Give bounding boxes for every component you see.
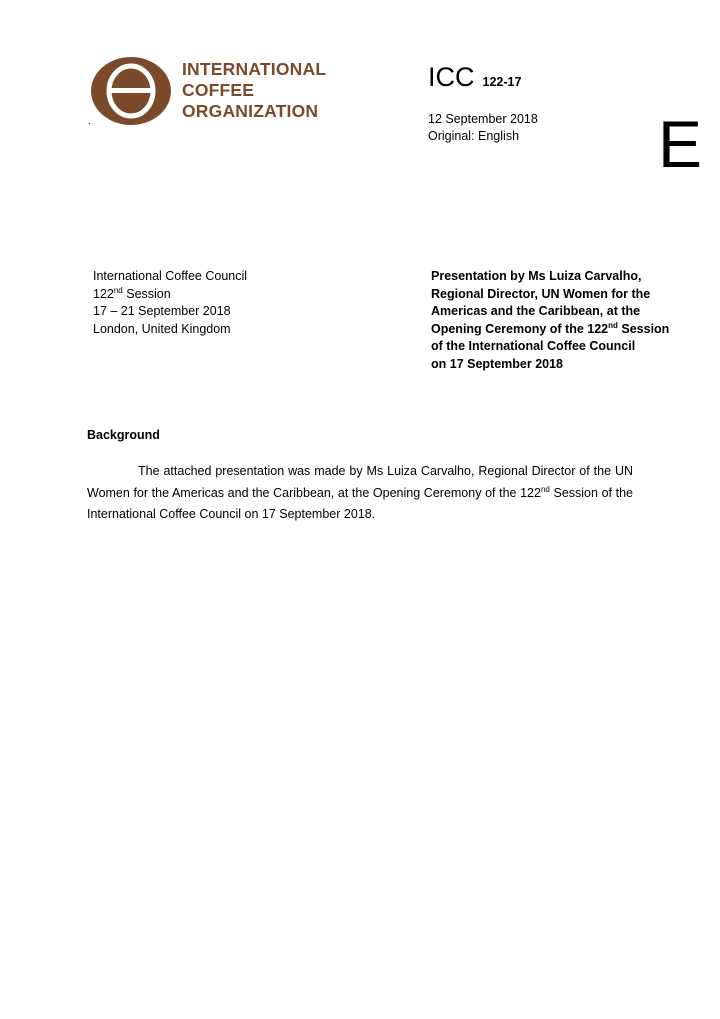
background-paragraph (87, 461, 633, 526)
title-line-5: of the International Coffee Council (431, 339, 636, 353)
title-line-1: Presentation by Ms Luiza Carvalho, (431, 269, 642, 283)
title-line-4-post: Session (617, 321, 670, 336)
title-line-4-pre: Opening Ceremony of the 122 (431, 321, 609, 336)
doc-number: 122-17 (482, 75, 522, 89)
session-number: 122 (93, 286, 114, 301)
logo-line-3: ORGANIZATION (182, 101, 319, 121)
meeting-body: International Coffee Council (93, 269, 248, 283)
section-heading: Background (87, 428, 160, 442)
title-line-3: Americas and the Caribbean, at the (431, 304, 641, 318)
ico-emblem-icon (90, 56, 172, 126)
title-line-2: Regional Director, UN Women for the (431, 286, 651, 301)
document-code (428, 62, 521, 93)
meeting-place: London, United Kingdom (93, 321, 231, 336)
title-line-4 (431, 321, 669, 339)
doc-original-language: Original: English (428, 129, 520, 143)
title-line-6: on 17 September 2018 (431, 356, 564, 371)
meeting-dates: 17 – 21 September 2018 (93, 304, 231, 318)
meeting-session (93, 286, 247, 304)
logo-wordmark (182, 59, 326, 122)
session-suffix: nd (113, 285, 123, 295)
ico-logo (90, 56, 340, 128)
paragraph-text-2: Session of the International Coffee Council on 17 September 2018. (87, 485, 633, 521)
doc-date: 12 September 2018 (428, 112, 538, 126)
document-title (431, 268, 669, 373)
document-meta (428, 111, 538, 145)
logo-line-2: COFFEE (182, 80, 255, 100)
logo-line-1: INTERNATIONAL (182, 59, 327, 79)
session-word: Session (122, 286, 171, 301)
paragraph-sup: nd (540, 484, 550, 494)
doc-prefix: ICC (428, 62, 475, 92)
language-letter: E (658, 107, 703, 181)
paragraph-text-1: The attached presentation was made by Ms Luiza Carvalho, Regional Director of the UN Women for the Americas and the Caribbean, at the Opening Ceremony of the 122 (87, 464, 633, 500)
stray-dot: . (88, 116, 91, 127)
title-line-4-sup: nd (608, 320, 618, 330)
meeting-info (93, 268, 247, 338)
